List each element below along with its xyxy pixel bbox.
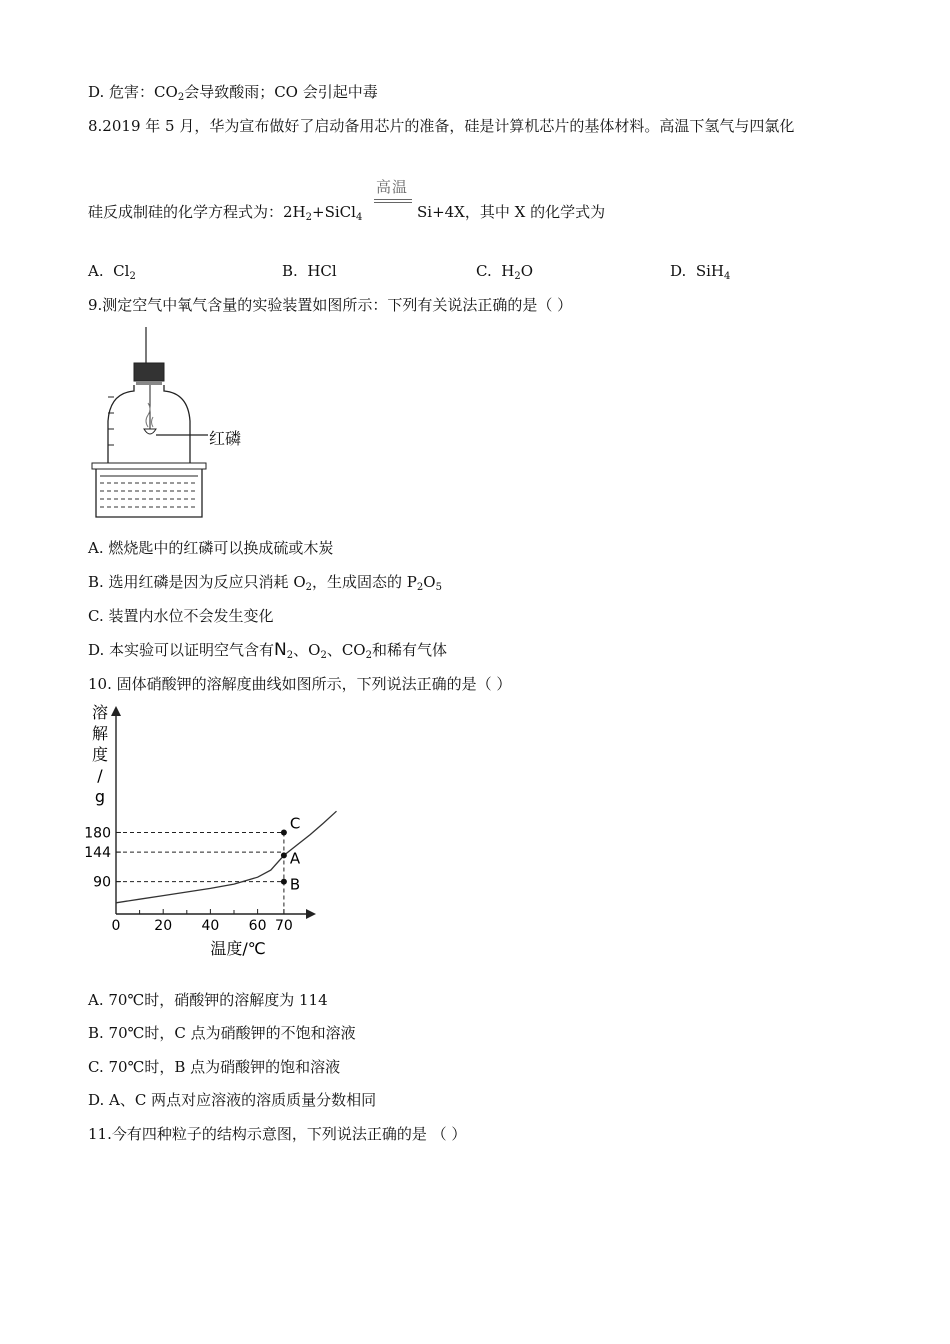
q8-d-sub: 4 [723, 271, 731, 282]
q8-eq-part-2: +SiCl [312, 203, 356, 221]
equation-rule-bottom [374, 202, 412, 203]
reaction-condition: 高温 [376, 178, 409, 196]
q8-eq-sub-1: 2 [305, 212, 313, 223]
q8-c-sub: 2 [514, 271, 521, 282]
q9-d-sub-3: 2 [365, 650, 372, 661]
q8-eq-sub-2: 4 [355, 212, 363, 223]
q9-b-sub-2: 2 [416, 582, 424, 593]
q9-d-sub-2: 2 [320, 650, 327, 661]
q8-eq-product: Si+4X，其中 X 的化学式为 [417, 203, 606, 221]
q8-option-a [88, 261, 136, 281]
solubility-chart [80, 700, 350, 962]
q8-option-c [476, 261, 533, 281]
x-tick-label: 60 [248, 918, 267, 934]
q9-d-text-1: D. 本实验可以证明空气含有 [88, 641, 275, 659]
q8-b-label: B. [282, 262, 298, 280]
equation-rule-top [374, 199, 412, 200]
q8-a-sub: 2 [129, 271, 136, 282]
q10-option-b: B. 70℃时，C 点为硝酸钾的不饱和溶液 [88, 1024, 356, 1042]
point-label-c: C [289, 814, 301, 833]
q8-d-text: SiH [695, 262, 724, 280]
q7-d-sub: 2 [177, 92, 185, 103]
red-phosphorus-label: 红磷 [209, 429, 242, 448]
q9-b-sub-1: 2 [305, 582, 313, 593]
q10-option-c: C. 70℃时，B 点为硝酸钾的饱和溶液 [88, 1058, 341, 1076]
q9-option-b [88, 572, 442, 592]
q8-a-text: Cl [113, 262, 130, 280]
q8-d-label: D. [670, 262, 687, 280]
y-tick-label: 144 [84, 845, 111, 862]
q10-option-a: A. 70℃时，硝酸钾的溶解度为 114 [88, 991, 328, 1009]
q9-d-n: N [274, 640, 287, 660]
q10-option-d: D. A、C 两点对应溶液的溶质质量分数相同 [88, 1091, 377, 1109]
q9-option-a: A. 燃烧匙中的红磷可以换成硫或木炭 [88, 539, 334, 557]
q11-stem: 11.今有四种粒子的结构示意图，下列说法正确的是 （ ） [88, 1125, 467, 1143]
y-tick-label: 90 [93, 874, 111, 891]
q8-stem-line1: 8.2019 年 5 月，华为宣布做好了启动备用芯片的准备，硅是计算机芯片的基体材料。高温下氢气与四氯化 [88, 117, 795, 135]
q8-b-text: HCl [307, 262, 337, 280]
q7-d-text-2: 会导致酸雨；CO 会引起中毒 [184, 83, 378, 101]
y-axis-label [92, 703, 108, 806]
q9-option-c: C. 装置内水位不会发生变化 [88, 607, 274, 625]
x-tick-label: 20 [154, 918, 173, 934]
q8-stem-line2 [88, 202, 362, 222]
q9-option-d [88, 640, 447, 660]
q8-option-d [670, 261, 730, 281]
x-axis-arrow [306, 909, 316, 919]
q8-c-label: C. [476, 262, 492, 280]
q8-a-label: A. [88, 262, 104, 280]
q9-d-text-2: 、O [293, 641, 321, 659]
q10-stem: 10. 固体硝酸钾的溶解度曲线如图所示，下列说法正确的是（ ） [88, 675, 512, 693]
x-tick-label: 0 [111, 918, 121, 934]
y-tick-label: 180 [84, 825, 111, 842]
x-tick-label: 70 [274, 918, 293, 934]
q7-d-text-1: D. 危害：CO [88, 83, 178, 101]
q9-b-text-2: ，生成固态的 P [312, 573, 417, 591]
q9-b-sub-3: 5 [435, 582, 442, 593]
q7-option-d [88, 82, 378, 102]
x-axis-label: 温度/℃ [210, 939, 266, 958]
point-c [281, 829, 287, 835]
q8-c-tail: O [520, 262, 534, 280]
q8-option-b [282, 261, 337, 281]
q9-stem: 9.测定空气中氧气含量的实验装置如图所示：下列有关说法正确的是（ ） [88, 296, 573, 314]
y-axis-arrow [111, 706, 121, 716]
q8-c-text: H [501, 262, 515, 280]
point-label-b: B [289, 875, 301, 894]
q9-d-text-4: 和稀有气体 [371, 641, 447, 659]
point-label-a: A [289, 849, 301, 868]
q9-d-text-3: 、CO [326, 641, 366, 659]
q8-eq-part-1: 硅反成制硅的化学方程式为：2H [88, 203, 306, 221]
point-a [281, 852, 287, 858]
solubility-curve [116, 811, 337, 903]
q9-d-sub-1: 2 [286, 650, 294, 661]
oxygen-experiment-apparatus [90, 325, 260, 525]
q9-b-text-3: O [423, 573, 436, 591]
q9-b-text-1: B. 选用红磷是因为反应只消耗 O [88, 573, 306, 591]
point-b [281, 879, 287, 885]
x-tick-label: 40 [201, 918, 220, 934]
y-axis-label-text: 溶解度/ g [91, 703, 109, 806]
